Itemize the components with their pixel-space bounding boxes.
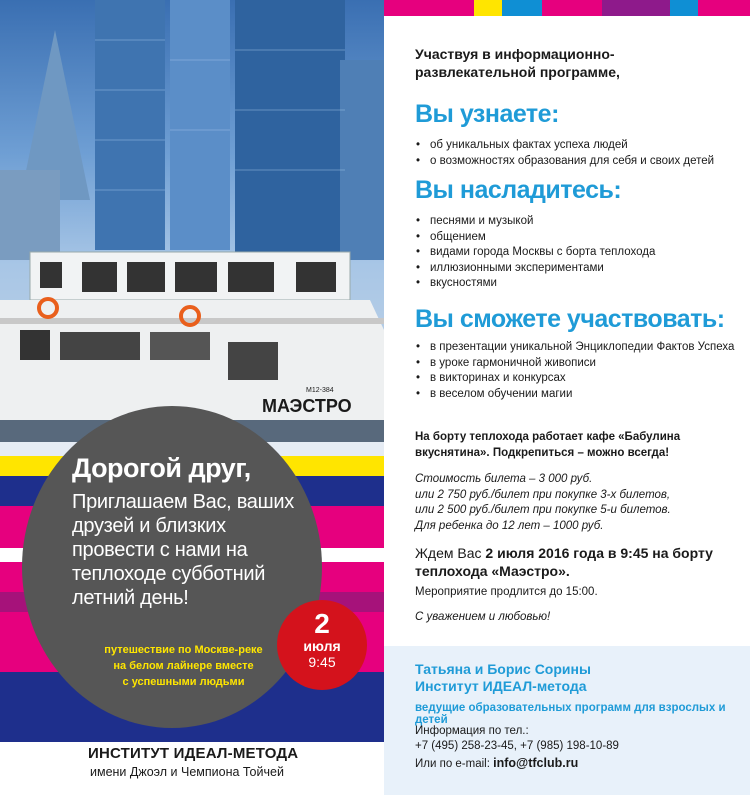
- top-bar-segment: [602, 0, 670, 16]
- signature-names: [415, 661, 591, 695]
- list-item: • в веселом обучении магии: [415, 387, 740, 403]
- list-item: • об уникальных фактах успеха людей: [415, 138, 740, 154]
- intro-line: развлекательной программе,: [415, 64, 620, 80]
- phone-numbers[interactable]: +7 (495) 258-23-45, +7 (985) 198-10-89: [415, 740, 619, 752]
- top-bar-segment: [502, 0, 542, 16]
- participate-list: [415, 340, 740, 402]
- list-item: • иллюзионными экспериментами: [415, 261, 740, 277]
- regards: С уважением и любовью!: [415, 611, 551, 623]
- section-participate-title: Вы сможете участвовать:: [415, 305, 725, 333]
- boat-window: [228, 342, 278, 380]
- learn-list: [415, 138, 740, 169]
- trip-description: [96, 642, 271, 690]
- list-item: • песнями и музыкой: [415, 214, 740, 230]
- top-bar-segment: [670, 0, 698, 16]
- list-item: • общением: [415, 230, 740, 246]
- tower-shape: [340, 60, 384, 260]
- price-line: или 2 500 руб./билет при покупке 5-и билетов.: [415, 504, 671, 516]
- section-learn-title: Вы узнаете:: [415, 100, 559, 128]
- wait-prefix: Ждем Вас: [415, 545, 486, 561]
- boat-window: [82, 262, 117, 292]
- boat-window: [296, 262, 336, 292]
- trip-line: путешествие по Москве-реке: [104, 644, 263, 656]
- tower-shape: [0, 170, 60, 260]
- boat-photo: [0, 0, 384, 442]
- event-invitation: [415, 544, 740, 580]
- invitation-text: [72, 452, 312, 610]
- wait-date: 2 июля 2016 года в 9:45 на борту теплохода «Маэстро».: [415, 545, 713, 579]
- top-bar-segment: [698, 0, 750, 16]
- price-line: или 2 750 руб./билет при покупке 3-х билетов,: [415, 488, 671, 501]
- boat-window: [175, 262, 217, 292]
- list-item: • о возможностях образования для себя и своих детей: [415, 154, 740, 170]
- boat-window: [20, 330, 50, 360]
- boat-window: [150, 332, 210, 360]
- boat-window: [60, 332, 140, 360]
- sign-institute: Институт ИДЕАЛ-метода: [415, 678, 587, 694]
- date-day: 2: [314, 608, 330, 639]
- top-bar-segment: [474, 0, 502, 16]
- price-line: Стоимость билета – 3 000 руб.: [415, 473, 593, 485]
- email-link[interactable]: info@tfclub.ru: [493, 756, 579, 770]
- top-color-bar: [384, 0, 750, 16]
- tower-shape: [235, 0, 345, 255]
- list-item: • видами города Москвы с борта теплохода: [415, 245, 740, 261]
- list-item: • в уроке гармоничной живописи: [415, 356, 740, 372]
- date-month: июля: [303, 638, 341, 654]
- email-label: Или по e-mail:: [415, 758, 494, 770]
- trip-line: с успешными людьми: [122, 676, 245, 688]
- boat-reg: М12-384: [306, 387, 334, 394]
- event-duration: Мероприятие продлится до 15:00.: [415, 586, 598, 598]
- tower-shape: [95, 0, 165, 250]
- boat-window: [40, 262, 62, 288]
- date-time: 9:45: [308, 654, 336, 670]
- top-bar-segment: [384, 0, 474, 16]
- intro-text: [415, 45, 715, 81]
- list-item: • в викторинах и конкурсах: [415, 371, 740, 387]
- greeting: Дорогой друг,: [72, 453, 251, 483]
- sign-subtitle: ведущие образовательных программ для взрослых и детей: [415, 702, 726, 726]
- invitation-message: Приглашаем Вас, ваших друзей и близких провести с нами на теплоходе субботний летний день!: [72, 491, 294, 609]
- boat-photo-illustration: [0, 0, 384, 442]
- trip-line: на белом лайнере вместе: [113, 660, 254, 672]
- contact-info: [415, 724, 619, 754]
- institute-name: ИНСТИТУТ ИДЕАЛ-МЕТОДА: [88, 745, 299, 762]
- boat-name: МАЭСТРО: [262, 396, 352, 416]
- boat-window: [127, 262, 165, 292]
- list-item: • в презентации уникальной Энциклопедии Фактов Успеха: [415, 340, 740, 356]
- enjoy-list: [415, 214, 740, 292]
- section-enjoy-title: Вы насладитесь:: [415, 176, 622, 204]
- cafe-line: вкуснятина». Подкрепиться – можно всегда!: [415, 446, 670, 459]
- date-badge: [277, 600, 367, 690]
- sign-name: Татьяна и Борис Сорины: [415, 661, 591, 677]
- tower-shape: [170, 0, 230, 250]
- boat-window: [228, 262, 274, 292]
- ticket-prices: [415, 472, 735, 534]
- list-item: • вкусностями: [415, 276, 740, 292]
- info-label: Информация по тел.:: [415, 725, 529, 737]
- cafe-note: [415, 430, 735, 461]
- price-line: Для ребенка до 12 лет – 1000 руб.: [415, 519, 604, 532]
- top-bar-segment: [542, 0, 602, 16]
- cafe-line: На борту теплохода работает кафе «Бабулина: [415, 431, 681, 443]
- institute-subtitle: имени Джоэл и Чемпиона Тойчей: [90, 765, 284, 779]
- email-row: [415, 756, 578, 770]
- intro-line: Участвуя в информационно-: [415, 46, 615, 62]
